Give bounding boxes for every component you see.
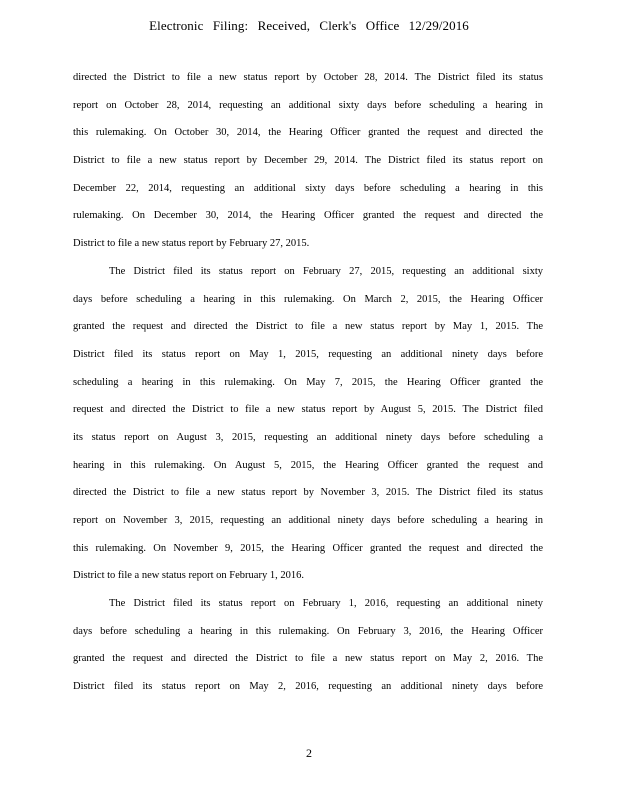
filing-stamp-header: Electronic Filing: Received, Clerk's Office 12/29/2016 [149,18,469,33]
text-line: scheduling a hearing in this rulemaking. On May 7, 2015, the Hearing Officer granted the [73,376,543,388]
text-line: hearing in this rulemaking. On August 5, 2015, the Hearing Officer granted the request and [73,459,543,471]
text-line: The District filed its status report on February 27, 2015, requesting an additional sixty [109,265,543,277]
text-line: granted the request and directed the District to file a new status report by May 1, 2015. The [73,321,543,333]
text-line: this rulemaking. On November 9, 2015, the Hearing Officer granted the request and directed the [73,542,543,554]
text-line: District to file a new status report by February 27, 2015. [73,238,310,250]
text-line: directed the District to file a new status report by October 28, 2014. The District filed its status [73,72,543,83]
text-line: District to file a new status report on February 1, 2016. [73,570,304,582]
text-line: this rulemaking. On October 30, 2014, the Hearing Officer granted the request and directed the [73,127,543,139]
text-line: rulemaking. On December 30, 2014, the Hearing Officer granted the request and directed the [73,210,543,222]
text-line: District to file a new status report by December 29, 2014. The District filed its status report on [73,155,543,167]
text-line: District filed its status report on May 1, 2015, requesting an additional ninety days before [73,348,543,360]
text-line: request and directed the District to file a new status report by August 5, 2015. The District filed [73,404,543,416]
text-line: The District filed its status report on February 1, 2016, requesting an additional ninety [109,598,543,610]
text-line: December 22, 2014, requesting an additional sixty days before scheduling a hearing in this [73,182,543,194]
text-line: directed the District to file a new status report by November 3, 2015. The District filed its status [73,487,543,499]
text-line: its status report on August 3, 2015, requesting an additional ninety days before scheduling a [73,431,543,443]
text-line: granted the request and directed the District to file a new status report on May 2, 2016. The [73,653,543,665]
text-line: report on October 28, 2014, requesting an additional sixty days before scheduling a hearing in [73,99,543,111]
text-line: days before scheduling a hearing in this rulemaking. On February 3, 2016, the Hearing Officer [73,625,543,637]
text-line: days before scheduling a hearing in this rulemaking. On March 2, 2015, the Hearing Officer [73,293,543,305]
document-body [73,68,543,705]
text-line: report on November 3, 2015, requesting an additional ninety days before scheduling a hearing in [73,515,543,526]
text-line: District filed its status report on May 2, 2016, requesting an additional ninety days before [73,681,543,693]
page-number: 2 [306,746,312,760]
